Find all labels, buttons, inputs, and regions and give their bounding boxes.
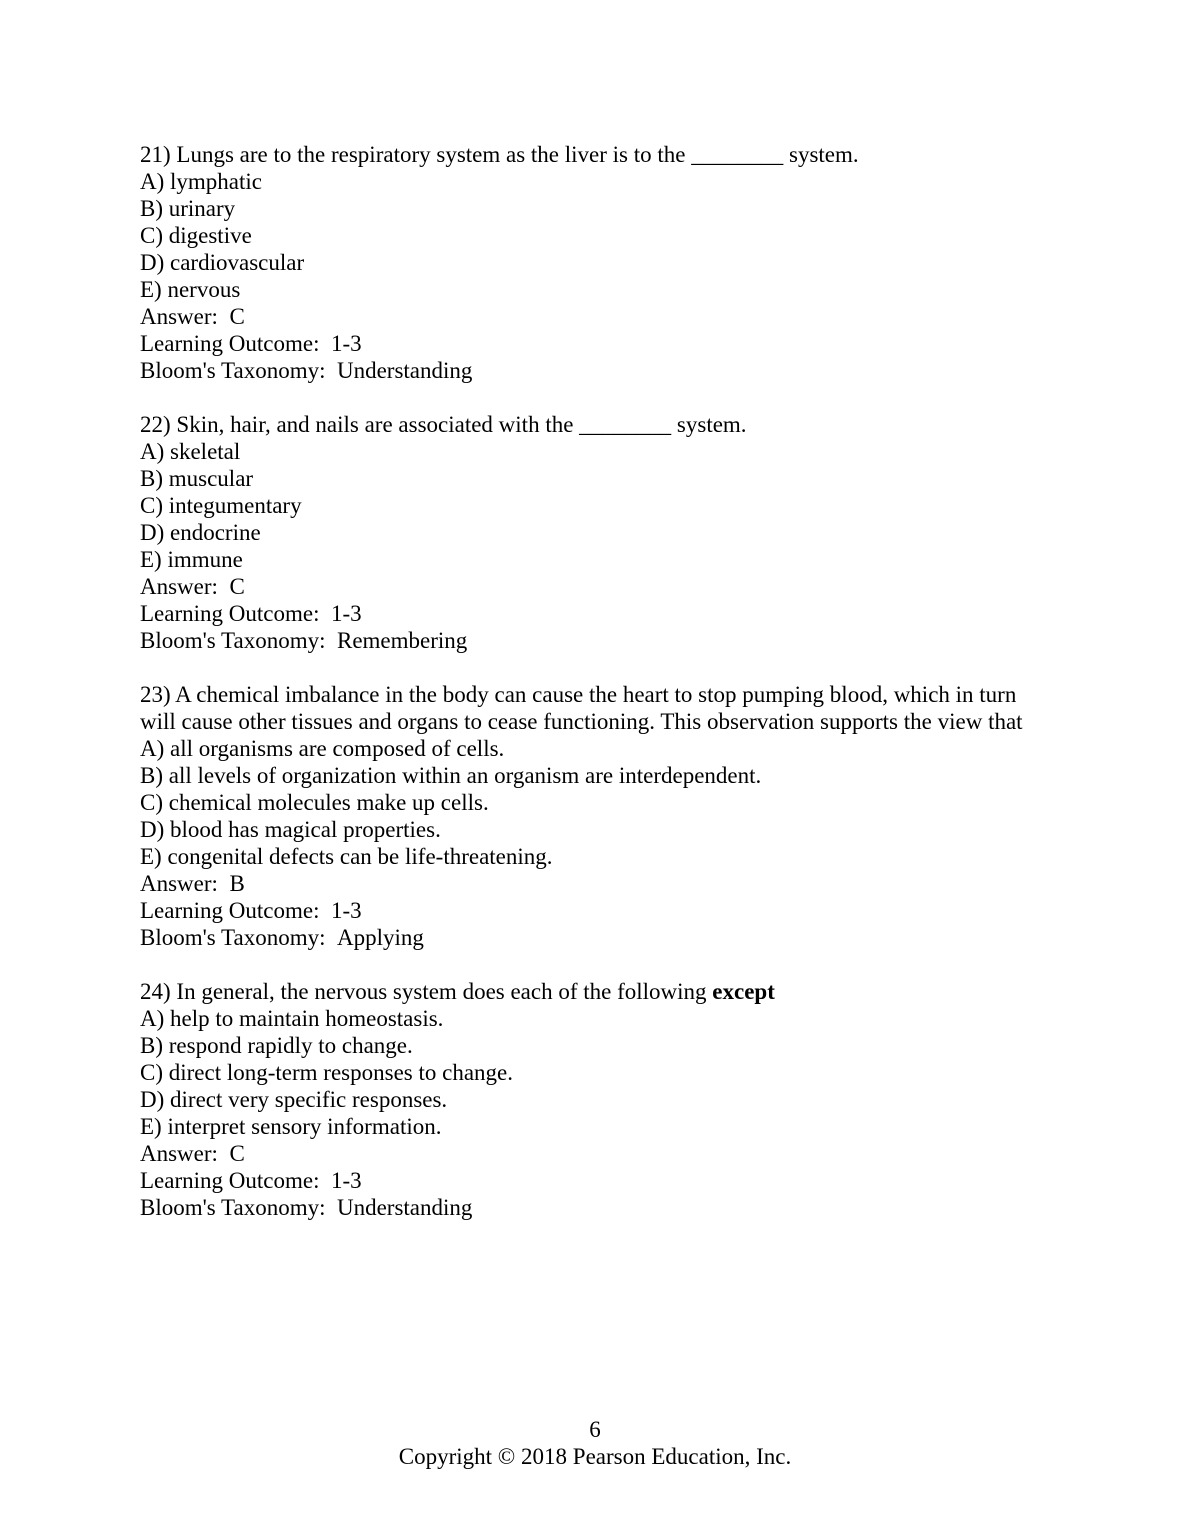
- learning-outcome-label: Learning Outcome:: [140, 331, 320, 356]
- answer-label: Answer:: [140, 304, 218, 329]
- answer-label: Answer:: [140, 871, 218, 896]
- blooms-taxonomy-label: Bloom's Taxonomy:: [140, 628, 326, 653]
- blooms-taxonomy-line: [140, 627, 1050, 654]
- option-a: A) all organisms are composed of cells.: [140, 736, 505, 761]
- question-stem-bold: except: [712, 979, 775, 1004]
- blooms-taxonomy-value: Applying: [336, 925, 424, 950]
- blooms-taxonomy-value: Understanding: [336, 358, 473, 383]
- answer-line: [140, 870, 1050, 897]
- question-stem-text: A chemical imbalance in the body can cause the heart to stop pumping blood, which in turn will cause other tissues and organs to cease functioning. This observation supports the view that: [140, 682, 1023, 734]
- learning-outcome-value: 1-3: [330, 331, 362, 356]
- answer-line: [140, 1140, 1050, 1167]
- question-stem-text: Lungs are to the respiratory system as the liver is to the ________ system.: [176, 142, 859, 167]
- learning-outcome-label: Learning Outcome:: [140, 601, 320, 626]
- option-a: A) skeletal: [140, 439, 241, 464]
- option-c: C) chemical molecules make up cells.: [140, 790, 489, 815]
- question-stem: [140, 141, 1050, 168]
- question-stem-text: Skin, hair, and nails are associated with the ________ system.: [176, 412, 747, 437]
- question-block-22: [140, 411, 1050, 654]
- learning-outcome-value: 1-3: [330, 601, 362, 626]
- learning-outcome-line: [140, 330, 1050, 357]
- blooms-taxonomy-line: [140, 924, 1050, 951]
- blooms-taxonomy-line: [140, 1194, 1050, 1221]
- blooms-taxonomy-label: Bloom's Taxonomy:: [140, 1195, 326, 1220]
- question-stem: [140, 681, 1050, 735]
- option-a: A) help to maintain homeostasis.: [140, 1006, 444, 1031]
- copyright-notice: Copyright © 2018 Pearson Education, Inc.: [398, 1444, 792, 1469]
- blooms-taxonomy-label: Bloom's Taxonomy:: [140, 925, 326, 950]
- option-d: D) cardiovascular: [140, 250, 305, 275]
- answer-value: C: [229, 304, 245, 329]
- option-d: D) blood has magical properties.: [140, 817, 441, 842]
- question-stem: [140, 411, 1050, 438]
- learning-outcome-value: 1-3: [330, 1168, 362, 1193]
- question-number: 24): [140, 979, 177, 1004]
- page-content: [140, 141, 1050, 1248]
- option-c: C) digestive: [140, 223, 252, 248]
- question-block-23: [140, 681, 1050, 951]
- option-c: C) integumentary: [140, 493, 302, 518]
- question-stem-text: In general, the nervous system does each of the following: [176, 979, 713, 1004]
- option-c: C) direct long-term responses to change.: [140, 1060, 513, 1085]
- option-d: D) endocrine: [140, 520, 261, 545]
- question-number: 22): [140, 412, 177, 437]
- answer-value: C: [229, 1141, 245, 1166]
- answer-value: B: [229, 871, 245, 896]
- option-a: A) lymphatic: [140, 169, 262, 194]
- option-b: B) all levels of organization within an organism are interdependent.: [140, 763, 762, 788]
- learning-outcome-line: [140, 1167, 1050, 1194]
- option-b: B) urinary: [140, 196, 236, 221]
- blooms-taxonomy-line: [140, 357, 1050, 384]
- page-number: 6: [589, 1417, 601, 1442]
- learning-outcome-label: Learning Outcome:: [140, 898, 320, 923]
- learning-outcome-label: Learning Outcome:: [140, 1168, 320, 1193]
- answer-label: Answer:: [140, 1141, 218, 1166]
- learning-outcome-line: [140, 897, 1050, 924]
- option-e: E) nervous: [140, 277, 241, 302]
- question-number: 21): [140, 142, 177, 167]
- option-b: B) muscular: [140, 466, 254, 491]
- learning-outcome-value: 1-3: [330, 898, 362, 923]
- question-number: 23): [140, 682, 176, 707]
- question-stem: [140, 978, 1050, 1005]
- question-block-24: [140, 978, 1050, 1221]
- answer-line: [140, 303, 1050, 330]
- answer-line: [140, 573, 1050, 600]
- option-e: E) congenital defects can be life-threatening.: [140, 844, 553, 869]
- option-d: D) direct very specific responses.: [140, 1087, 448, 1112]
- blooms-taxonomy-label: Bloom's Taxonomy:: [140, 358, 326, 383]
- page-footer: [0, 1416, 1190, 1470]
- blooms-taxonomy-value: Remembering: [336, 628, 468, 653]
- option-e: E) immune: [140, 547, 243, 572]
- answer-value: C: [229, 574, 245, 599]
- answer-label: Answer:: [140, 574, 218, 599]
- learning-outcome-line: [140, 600, 1050, 627]
- option-e: E) interpret sensory information.: [140, 1114, 442, 1139]
- option-b: B) respond rapidly to change.: [140, 1033, 413, 1058]
- question-block-21: [140, 141, 1050, 384]
- blooms-taxonomy-value: Understanding: [336, 1195, 473, 1220]
